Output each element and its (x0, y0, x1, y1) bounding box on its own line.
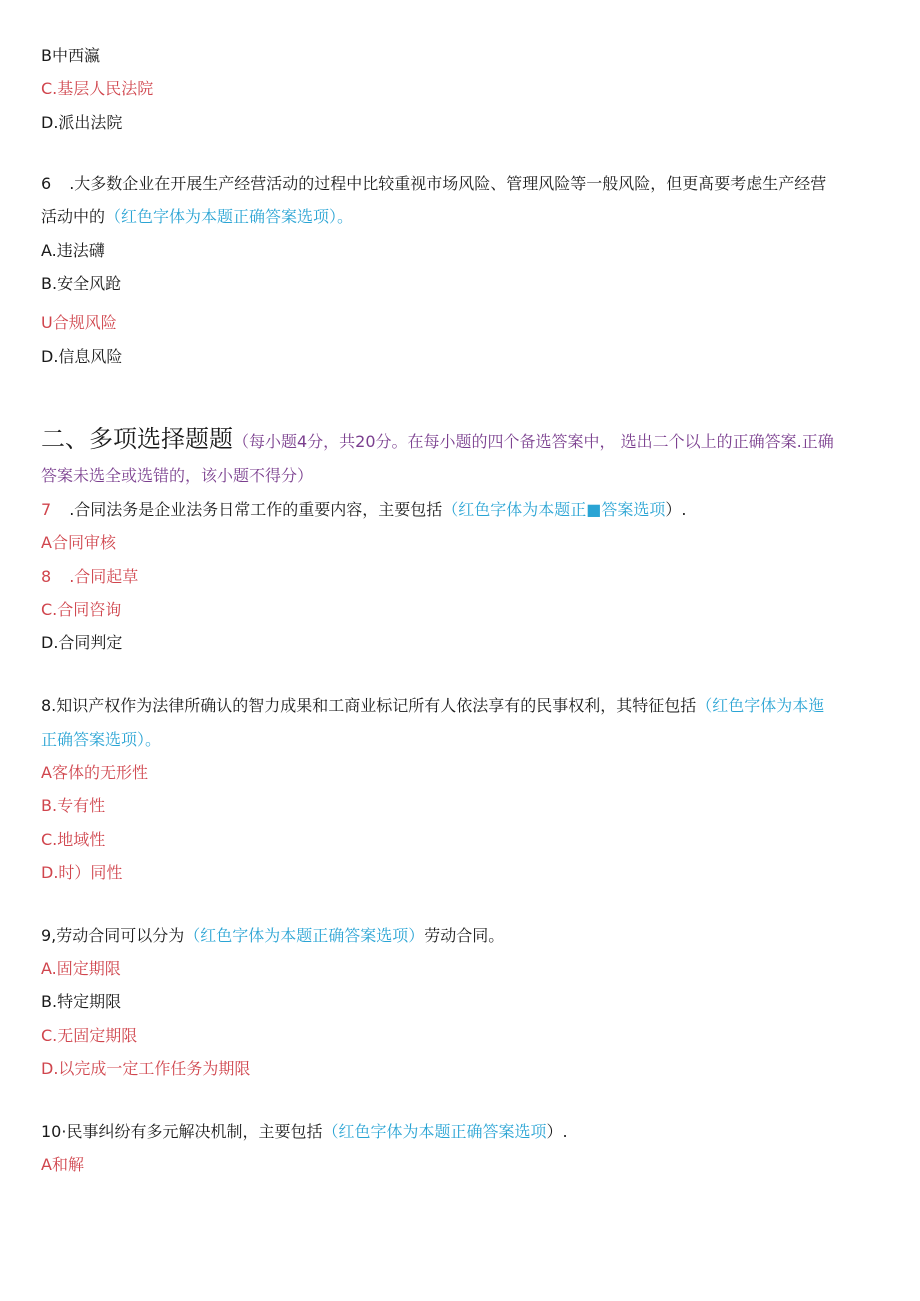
q7-question (41, 499, 687, 521)
q8-question-line1 (41, 695, 824, 717)
q6-text-line1: .大多数企业在开展生产经营活动的过程中比较重视市场风险、管理风险等一般风险，但更髙要考虑生产经营 (69, 174, 827, 193)
q9-option-d: D.以完成一定工作任务为期限 (41, 1059, 251, 1078)
section2-note-line1: （每小题4分，共20分。在每小题的四个备选答案中， 选出二个以上的正确答案.正确 (233, 432, 834, 451)
q8-answer-hint-line1: （红色字体为本迤 (696, 696, 825, 715)
q6-option-a: A.违法礴 (41, 241, 105, 260)
q10-question (41, 1121, 568, 1143)
q7-option-b-number: 8 (41, 567, 52, 586)
q6-option-c: U合规风险 (41, 313, 117, 332)
q7-option-a: A合同审核 (41, 533, 116, 552)
section2-heading (41, 424, 834, 454)
q5-option-c: C.基层人民法院 (41, 79, 154, 98)
q6-text-line2: 活动中的 (41, 207, 106, 226)
q9-option-c: C.无固定期限 (41, 1026, 138, 1045)
q8-answer-hint-line2: 正确答案选项）。 (41, 730, 162, 749)
q6-question-line2 (41, 206, 353, 228)
section2-note-line2: 答案未选全或选错的，该小题不得分） (41, 466, 314, 485)
q8-option-a: A客体的无形性 (41, 763, 148, 782)
q8-option-d: D.时）同性 (41, 863, 123, 882)
q8-text: 8.知识产权作为法律所确认的智力成果和工商业标记所有人依法享有的民事权利，其特征包括 (41, 696, 697, 715)
q7-option-b (41, 566, 138, 588)
q6-option-d: D.信息风险 (41, 347, 123, 366)
q9-question (41, 925, 504, 947)
q5-option-d: D.派出法院 (41, 113, 123, 132)
q6-question-line1 (41, 173, 826, 195)
q10-answer-hint: （红色字体为本题正确答案选项 (322, 1122, 547, 1141)
q7-suffix: ）. (665, 500, 687, 519)
q7-answer-hint: （红色字体为本题正■答案选项 (442, 500, 666, 519)
section2-title: 二、多项选择题题 (41, 425, 233, 453)
q10-text: 10·民事纠纷有多元解决机制，主要包括 (41, 1122, 323, 1141)
q7-option-c: C.合同咨询 (41, 600, 122, 619)
q9-option-b: B.特定期限 (41, 992, 122, 1011)
q8-option-c: C.地域性 (41, 830, 106, 849)
q9-text: 9,劳动合同可以分为 (41, 926, 185, 945)
q7-number: 7 (41, 500, 52, 519)
q6-number: 6 (41, 174, 52, 193)
q6-option-b: B.安全风跄 (41, 274, 122, 293)
q10-suffix: ）. (546, 1122, 568, 1141)
q10-option-a: A和解 (41, 1155, 84, 1174)
q8-option-b: B.专有性 (41, 796, 106, 815)
q5-option-b: B中西瀛 (41, 46, 100, 65)
q9-suffix: 劳动合同。 (424, 926, 505, 945)
q7-option-b-text: .合同起草 (69, 567, 139, 586)
q7-option-d: D.合同判定 (41, 633, 123, 652)
q9-option-a: A.固定期限 (41, 959, 121, 978)
q6-answer-hint: （红色字体为本题正确答案选项）。 (105, 207, 354, 226)
q9-answer-hint: （红色字体为本题正确答案选项） (184, 926, 425, 945)
q7-text: .合同法务是企业法务日常工作的重要内容，主要包括 (69, 500, 443, 519)
